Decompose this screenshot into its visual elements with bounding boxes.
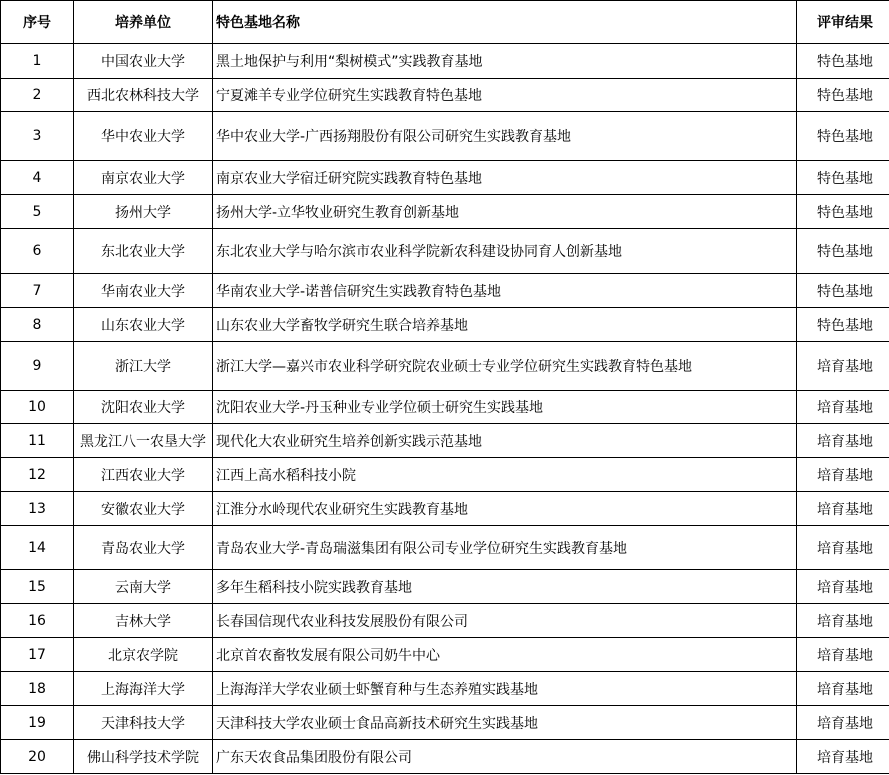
cell-base-name: 南京农业大学宿迁研究院实践教育特色基地	[213, 161, 797, 195]
cell-base-name: 江西上高水稻科技小院	[213, 458, 797, 492]
cell-unit: 东北农业大学	[74, 229, 213, 274]
cell-base-name: 广东天农食品集团股份有限公司	[213, 740, 797, 774]
cell-index: 20	[1, 740, 74, 774]
table-row	[1, 112, 889, 161]
cell-unit: 山东农业大学	[74, 308, 213, 342]
cell-unit: 天津科技大学	[74, 706, 213, 740]
cell-unit: 江西农业大学	[74, 458, 213, 492]
cell-unit: 吉林大学	[74, 604, 213, 638]
cell-base-name: 山东农业大学畜牧学研究生联合培养基地	[213, 308, 797, 342]
cell-index: 2	[1, 79, 74, 112]
cell-unit: 佛山科学技术学院	[74, 740, 213, 774]
cell-base-name: 多年生稻科技小院实践教育基地	[213, 570, 797, 604]
cell-index: 8	[1, 308, 74, 342]
cell-index: 10	[1, 391, 74, 424]
table-row	[1, 79, 889, 112]
cell-result: 培育基地	[797, 672, 889, 706]
cell-result: 特色基地	[797, 229, 889, 274]
header-index: 序号	[1, 1, 74, 44]
cell-index: 13	[1, 492, 74, 526]
cell-result: 培育基地	[797, 492, 889, 526]
cell-result: 培育基地	[797, 424, 889, 458]
cell-result: 培育基地	[797, 570, 889, 604]
cell-index: 18	[1, 672, 74, 706]
table-row	[1, 424, 889, 458]
table-row	[1, 458, 889, 492]
cell-result: 培育基地	[797, 604, 889, 638]
cell-index: 3	[1, 112, 74, 161]
cell-index: 15	[1, 570, 74, 604]
cell-base-name: 上海海洋大学农业硕士虾蟹育种与生态养殖实践基地	[213, 672, 797, 706]
cell-unit: 中国农业大学	[74, 44, 213, 79]
table-row	[1, 308, 889, 342]
cell-index: 12	[1, 458, 74, 492]
cell-base-name: 浙江大学—嘉兴市农业科学研究院农业硕士专业学位研究生实践教育特色基地	[213, 342, 797, 391]
table-row	[1, 638, 889, 672]
cell-result: 培育基地	[797, 458, 889, 492]
table-row	[1, 342, 889, 391]
cell-result: 特色基地	[797, 308, 889, 342]
cell-result: 特色基地	[797, 195, 889, 229]
table-row	[1, 604, 889, 638]
table-row	[1, 391, 889, 424]
table-row	[1, 229, 889, 274]
cell-result: 培育基地	[797, 706, 889, 740]
header-unit: 培养单位	[74, 1, 213, 44]
cell-result: 培育基地	[797, 342, 889, 391]
cell-unit: 扬州大学	[74, 195, 213, 229]
cell-index: 19	[1, 706, 74, 740]
cell-unit: 北京农学院	[74, 638, 213, 672]
cell-result: 特色基地	[797, 44, 889, 79]
table-row	[1, 44, 889, 79]
cell-unit: 南京农业大学	[74, 161, 213, 195]
cell-base-name: 现代化大农业研究生培养创新实践示范基地	[213, 424, 797, 458]
cell-index: 16	[1, 604, 74, 638]
cell-index: 9	[1, 342, 74, 391]
cell-result: 培育基地	[797, 391, 889, 424]
cell-unit: 黑龙江八一农垦大学	[74, 424, 213, 458]
cell-unit: 西北农林科技大学	[74, 79, 213, 112]
cell-result: 特色基地	[797, 161, 889, 195]
cell-index: 11	[1, 424, 74, 458]
cell-base-name: 宁夏滩羊专业学位研究生实践教育特色基地	[213, 79, 797, 112]
table-row	[1, 195, 889, 229]
table-row	[1, 492, 889, 526]
cell-unit: 浙江大学	[74, 342, 213, 391]
cell-result: 培育基地	[797, 740, 889, 774]
table-row	[1, 274, 889, 308]
table-row	[1, 161, 889, 195]
cell-unit: 青岛农业大学	[74, 526, 213, 570]
cell-base-name: 扬州大学-立华牧业研究生教育创新基地	[213, 195, 797, 229]
cell-base-name: 黑土地保护与利用“梨树模式”实践教育基地	[213, 44, 797, 79]
cell-unit: 华南农业大学	[74, 274, 213, 308]
cell-index: 5	[1, 195, 74, 229]
cell-unit: 安徽农业大学	[74, 492, 213, 526]
cell-unit: 华中农业大学	[74, 112, 213, 161]
table-row	[1, 570, 889, 604]
table-row	[1, 740, 889, 774]
cell-index: 1	[1, 44, 74, 79]
table-row	[1, 706, 889, 740]
cell-index: 4	[1, 161, 74, 195]
cell-result: 特色基地	[797, 112, 889, 161]
cell-base-name: 华南农业大学-诺普信研究生实践教育特色基地	[213, 274, 797, 308]
cell-base-name: 沈阳农业大学-丹玉种业专业学位硕士研究生实践基地	[213, 391, 797, 424]
cell-index: 6	[1, 229, 74, 274]
cell-result: 特色基地	[797, 274, 889, 308]
cell-base-name: 青岛农业大学-青岛瑞滋集团有限公司专业学位研究生实践教育基地	[213, 526, 797, 570]
header-result: 评审结果	[797, 1, 889, 44]
table-row	[1, 526, 889, 570]
cell-result: 特色基地	[797, 79, 889, 112]
cell-unit: 上海海洋大学	[74, 672, 213, 706]
cell-unit: 沈阳农业大学	[74, 391, 213, 424]
cell-base-name: 长春国信现代农业科技发展股份有限公司	[213, 604, 797, 638]
header-row	[1, 1, 889, 44]
cell-base-name: 天津科技大学农业硕士食品高新技术研究生实践基地	[213, 706, 797, 740]
table-row	[1, 672, 889, 706]
table-body	[1, 44, 889, 774]
cell-base-name: 东北农业大学与哈尔滨市农业科学院新农科建设协同育人创新基地	[213, 229, 797, 274]
cell-result: 培育基地	[797, 526, 889, 570]
header-base-name: 特色基地名称	[213, 1, 797, 44]
cell-unit: 云南大学	[74, 570, 213, 604]
cell-base-name: 华中农业大学-广西扬翔股份有限公司研究生实践教育基地	[213, 112, 797, 161]
cell-base-name: 江淮分水岭现代农业研究生实践教育基地	[213, 492, 797, 526]
cell-index: 7	[1, 274, 74, 308]
cell-base-name: 北京首农畜牧发展有限公司奶牛中心	[213, 638, 797, 672]
cell-index: 17	[1, 638, 74, 672]
cell-index: 14	[1, 526, 74, 570]
cell-result: 培育基地	[797, 638, 889, 672]
